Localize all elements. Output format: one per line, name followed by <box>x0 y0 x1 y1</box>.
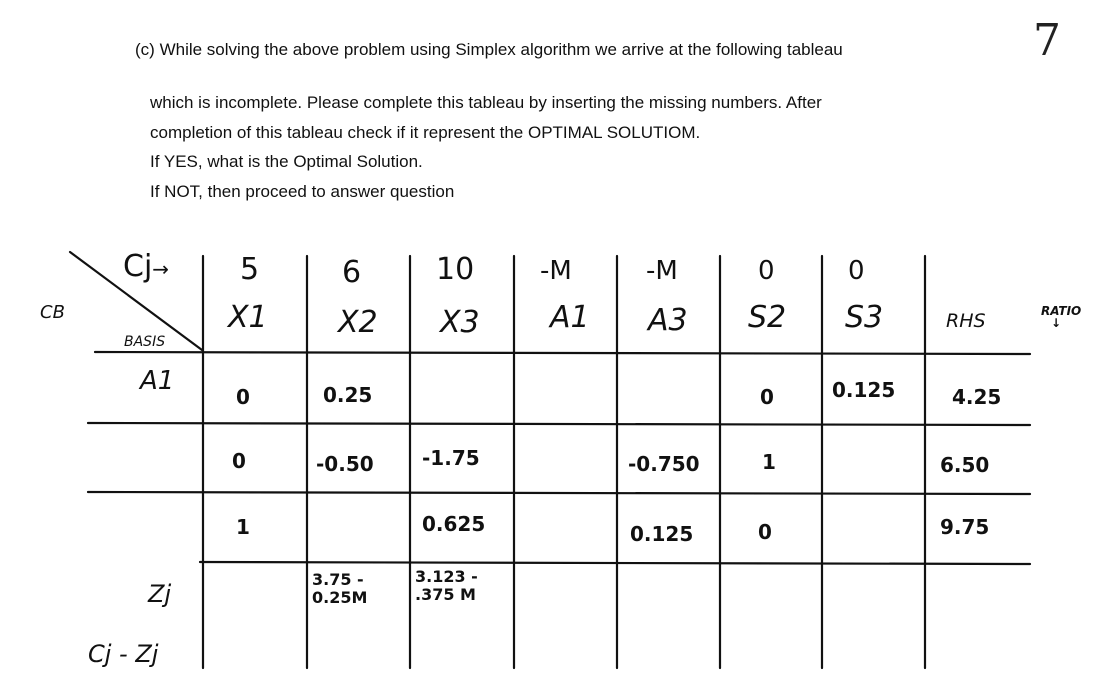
var-header-s2: S2 <box>748 300 787 335</box>
row1-s2: 0 <box>760 385 774 409</box>
row3-x1: 1 <box>236 515 250 539</box>
body-line: completion of this tableau check if it represent the OPTIMAL SOLUTIOM. <box>150 122 701 142</box>
cj-value-a3: -M <box>646 256 678 286</box>
cj-value-s2: 0 <box>758 256 775 286</box>
row3-x3: 0.625 <box>422 512 486 536</box>
row2-a3: -0.750 <box>628 452 700 476</box>
body-line: If NOT, then proceed to answer question <box>150 181 455 201</box>
zj-x2: 3.75 - 0.25M <box>312 570 368 607</box>
cb-label: CB <box>40 302 65 323</box>
var-header-x1: X1 <box>228 300 268 335</box>
question-label: (c) <box>135 40 155 59</box>
var-header-s3: S3 <box>845 300 884 335</box>
row3-a3: 0.125 <box>630 522 694 546</box>
cj-value-x2: 6 <box>342 255 362 290</box>
body-line: which is incomplete. Please complete this tableau by inserting the missing numbers. After <box>150 93 822 112</box>
row2-s2: 1 <box>762 450 776 474</box>
row1-x1: 0 <box>236 385 250 409</box>
cj-value-a1: -M <box>540 256 572 286</box>
zj-x3: 3.123 - .375 M <box>415 567 478 604</box>
row2-x2: -0.50 <box>316 452 374 476</box>
row1-x2: 0.25 <box>323 383 373 407</box>
row1-rhs: 4.25 <box>952 385 1002 409</box>
var-header-a1: A1 <box>550 300 590 335</box>
basis-label: BASIS <box>124 334 166 350</box>
cj-value-x1: 5 <box>240 252 260 287</box>
zj-label: Zj <box>148 580 172 608</box>
row3-s2: 0 <box>758 520 772 544</box>
row2-x3: -1.75 <box>422 446 480 470</box>
cj-zj-label: Cj - Zj <box>88 640 159 668</box>
cj-label: Cj→ <box>123 249 170 284</box>
rhs-header: RHS <box>946 310 986 332</box>
question-text: While solving the above problem using Simplex algorithm we arrive at the following tableau <box>159 40 843 59</box>
page-number: 7 <box>1033 15 1061 66</box>
row3-rhs: 9.75 <box>940 515 990 539</box>
var-header-x3: X3 <box>440 305 480 340</box>
row1-s3: 0.125 <box>832 378 896 402</box>
body-line: If YES, what is the Optimal Solution. <box>150 152 423 171</box>
row2-rhs: 6.50 <box>940 453 990 477</box>
cj-value-x3: 10 <box>436 252 475 287</box>
row2-x1: 0 <box>232 449 246 473</box>
var-header-a3: A3 <box>648 303 688 338</box>
ratio-header: RATIO ↓ <box>1041 304 1082 330</box>
row1-basis: A1 <box>140 366 175 396</box>
var-header-x2: X2 <box>338 305 378 340</box>
cj-value-s3: 0 <box>848 256 865 286</box>
